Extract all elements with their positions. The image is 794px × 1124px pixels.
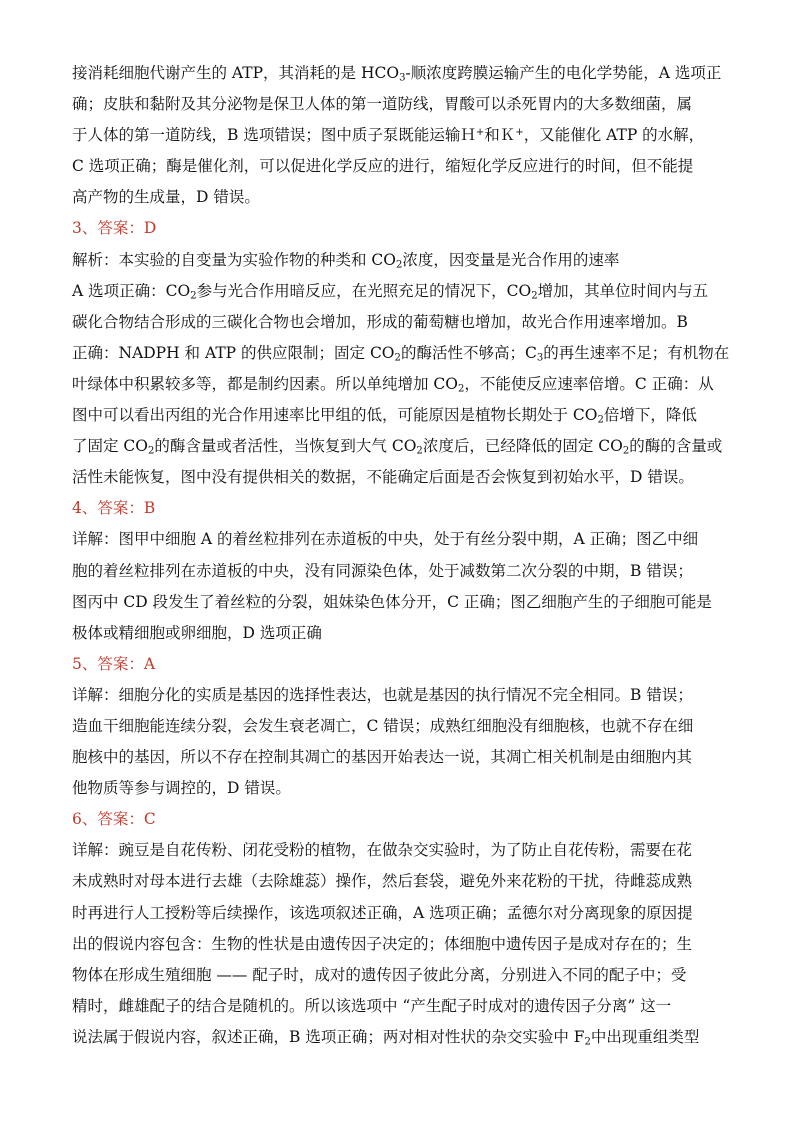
- text-run: 精时，雌雄配子的结合是随机的。所以该选项中 “产生配子时成对的遗传因子分离” 这一: [72, 996, 672, 1015]
- subscript: 2: [190, 290, 197, 302]
- text-run: 参与光合作用暗反应，在光照充足的情况下，CO: [196, 281, 532, 300]
- text-run: 胞的着丝粒排列在赤道板的中央，没有同源染色体，处于减数第二次分裂的中期，B 错误；: [72, 561, 693, 580]
- text-line: [72, 618, 722, 649]
- text-run: 说法属于假说内容，叙述正确，B 选项正确；两对相对性状的杂交实验中 F: [72, 1027, 585, 1046]
- text-line: [72, 960, 722, 991]
- text-run: 和Ｋ: [484, 126, 516, 145]
- document-page: [72, 58, 730, 1053]
- text-line: [72, 120, 722, 151]
- text-line: [72, 587, 722, 618]
- text-run: 中出现重组类型: [590, 1027, 700, 1046]
- subscript: 2: [597, 414, 604, 426]
- text-line: [72, 245, 722, 276]
- text-run: 详解：豌豆是自花传粉、闭花受粉的植物，在做杂交实验时，为了防止自花传粉，需要在花: [72, 841, 693, 860]
- text-run: 胞核中的基因，所以不存在控制其凋亡的基因开始表达一说，其凋亡相关机制是由细胞内其: [72, 748, 693, 767]
- text-run: 接消耗细胞代谢产生的 ATP，其消耗的是 HCO: [72, 64, 400, 82]
- text-run: 详解：图甲中细胞 A 的着丝粒排列在赤道板的中央，处于有丝分裂中期，A 正确；图乙中细: [72, 530, 699, 549]
- text-run: 高产物的生成量，D 错误。: [72, 188, 260, 207]
- text-line: [72, 711, 722, 742]
- text-run: 的酶活性不够高；C: [400, 343, 537, 362]
- text-line: [72, 773, 722, 804]
- text-run: 浓度，因变量是光合作用的速率: [402, 250, 620, 269]
- text-line: [72, 680, 722, 711]
- text-run: 碳化合物结合形成的三碳化合物也会增加，形成的葡萄糖也增加，故光合作用速率增加。B: [72, 312, 688, 331]
- text-run: 于人体的第一道防线，B 选项错误；图中质子泵既能运输Ｈ: [72, 126, 476, 145]
- text-line: [72, 835, 722, 866]
- text-line: [72, 182, 722, 213]
- subscript: 3: [536, 352, 544, 364]
- text-line: [72, 369, 722, 400]
- answer-heading-4: 4、答案：B: [72, 499, 156, 518]
- text-run: 解析：本实验的自变量为实验作物的种类和 CO: [72, 250, 396, 269]
- text-run: 浓度后，已经降低的固定 CO: [422, 437, 623, 456]
- text-line: [72, 898, 722, 929]
- text-run: -顺浓度跨膜运输产生的电化学势能，A 选项正: [405, 64, 722, 82]
- superscript: +: [515, 127, 524, 139]
- text-run: 造血干细胞能连续分裂，会发生衰老凋亡，C 错误；成熟红细胞没有细胞核，也就不存在细: [72, 716, 694, 735]
- text-line: [72, 991, 722, 1022]
- subscript: 2: [394, 352, 401, 364]
- text-run: C 选项正确；酶是催化剂，可以促进化学反应的进行，缩短化学反应进行的时间，但不能提: [72, 157, 694, 176]
- q5-explanation: [72, 680, 722, 804]
- text-run: 叶绿体中积累较多等，都是制约因素。所以单纯增加 CO: [72, 374, 458, 393]
- text-run: 图中可以看出丙组的光合作用速率比甲组的低，可能原因是植物长期处于 CO: [72, 406, 598, 425]
- text-run: 未成熟时对母本进行去雄（去除雄蕊）操作，然后套袋，避免外来花粉的干扰，待雌蕊成熟: [72, 872, 693, 891]
- text-line: [72, 431, 722, 462]
- subscript: 2: [396, 259, 403, 271]
- text-line: [72, 929, 722, 960]
- text-run: 的酶的含量或: [629, 437, 723, 456]
- subscript: 2: [531, 290, 538, 302]
- text-run: 极体或精细胞或卵细胞，D 选项正确: [72, 623, 322, 642]
- text-line: [72, 866, 722, 897]
- text-line: [72, 462, 722, 493]
- text-run: ，又能催化 ATP 的水解，: [523, 126, 705, 145]
- text-run: 出的假说内容包含：生物的性状是由遗传因子决定的；体细胞中遗传因子是成对存在的；生: [72, 934, 693, 953]
- subscript: 2: [458, 383, 465, 395]
- text-run: 他物质等参与调控的，D 错误。: [72, 779, 291, 798]
- q4-explanation: [72, 524, 722, 648]
- answer-heading-3: 3、答案：D: [72, 219, 157, 238]
- text-run: 物体在形成生殖细胞 —— 配子时，成对的遗传因子彼此分离，分别进入不同的配子中；受: [72, 965, 687, 984]
- text-line: [72, 89, 722, 120]
- text-run: A 选项正确：CO: [72, 281, 191, 300]
- text-run: 图丙中 CD 段发生了着丝粒的分裂，姐妹染色体分开，C 正确；图乙细胞产生的子细胞可能是: [72, 592, 712, 611]
- text-run: 详解：细胞分化的实质是基因的选择性表达，也就是基因的执行情况不完全相同。B 错误；: [72, 685, 693, 704]
- text-line: [72, 556, 722, 587]
- subscript: 3: [399, 72, 406, 84]
- text-run: 倍增下，降低: [603, 406, 697, 425]
- text-run: 增加，其单位时间内与五: [537, 281, 709, 300]
- intro-paragraph: [72, 58, 722, 213]
- subscript: 2: [584, 1036, 591, 1048]
- text-run: 活性未能恢复，图中没有提供相关的数据，不能确定后面是否会恢复到初始水平，D 错误。: [72, 468, 694, 487]
- text-run: 时再进行人工授粉等后续操作，该选项叙述正确，A 选项正确；孟德尔对分离现象的原因提: [72, 903, 693, 922]
- subscript: 2: [148, 445, 155, 457]
- text-run: 的再生速率不足；有机物在: [543, 343, 730, 362]
- text-run: 了固定 CO: [72, 437, 148, 456]
- text-run: 确；皮肤和黏附及其分泌物是保卫人体的第一道防线，胃酸可以杀死胃内的大多数细菌，属: [72, 95, 693, 114]
- text-line: [72, 338, 730, 369]
- answer-heading-5: 5、答案：A: [72, 654, 156, 673]
- text-run: ，不能使反应速率倍增。C 正确：从: [464, 374, 714, 393]
- text-run: 的酶含量或者活性，当恢复到大气 CO: [154, 437, 417, 456]
- q3-explanation: [72, 245, 730, 494]
- subscript: 2: [622, 445, 630, 457]
- text-line: [72, 58, 722, 89]
- text-line: [72, 276, 722, 307]
- text-line: [72, 742, 722, 773]
- q6-explanation: [72, 835, 722, 1053]
- text-line: [72, 307, 722, 338]
- text-run: 正确：NADPH 和 ATP 的供应限制；固定 CO: [72, 343, 395, 362]
- superscript: +: [475, 127, 485, 139]
- answer-heading-6: 6、答案：C: [72, 810, 156, 829]
- text-line: [72, 151, 722, 182]
- text-line: [72, 524, 722, 555]
- text-line: [72, 400, 722, 431]
- text-line: [72, 1022, 722, 1053]
- subscript: 2: [416, 445, 423, 457]
